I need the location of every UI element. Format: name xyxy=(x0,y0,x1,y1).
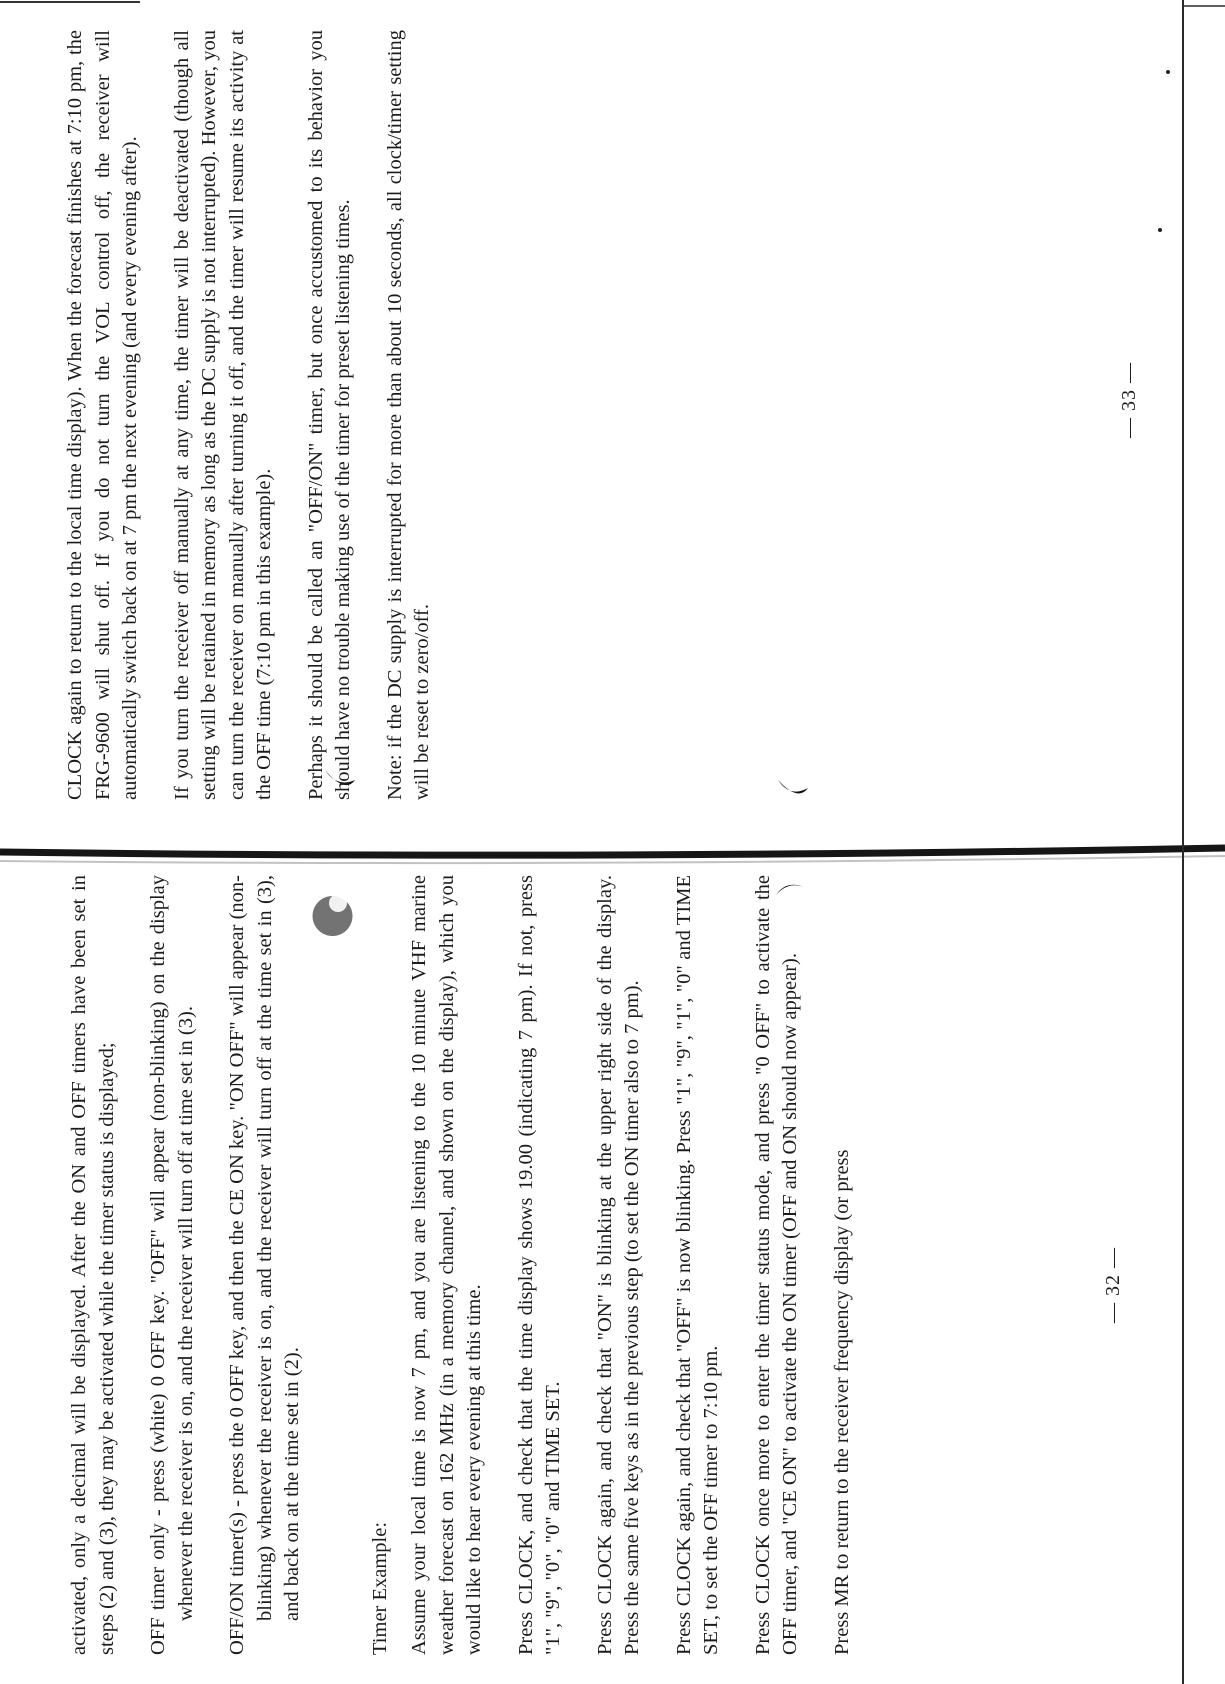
right-page-paragraph-4: Note: if the DC supply is interrupted for more than about 10 seconds, all clock/timer setting will be reset to zero/off. xyxy=(383,30,433,800)
left-page-paragraph-9: Press CLOCK once more to enter the timer status mode, and press "0 OFF" to activate the OFF timer, and "CE ON" to activate the ON timer (OFF and ON should now appear). xyxy=(751,875,801,1655)
right-page-paragraph-3: Perhaps it should be called an "OFF/ON" timer, but once accustomed to its behavior you should have no trouble making use of the timer for preset listening times. xyxy=(304,30,354,800)
page-gutter-line xyxy=(0,848,1225,855)
left-page-number: — 32 — xyxy=(1102,1247,1124,1323)
left-page-paragraph-1: activated, only a decimal will be displayed. After the ON and OFF timers have been set in steps (2) and (3), they may be activated while the timer status is displayed; xyxy=(68,875,118,1655)
right-page-number: — 33 — xyxy=(1118,362,1140,438)
left-page-paragraph-3: OFF/ON timer(s) - press the 0 OFF key, and then the CE ON key. "ON OFF" will appear (non-blinking) whenever the receiver is on, and the receiver will turn off at the time set in (3), and back on at the time set in (2). xyxy=(226,875,303,1655)
punch-hole-right-page-2 xyxy=(778,780,808,793)
left-page-paragraph-5: Assume your local time is now 7 pm, and you are listening to the 10 minute VHF marine weather forecast on 162 MHz (in a memory channel, and shown on the display), which you would like to hear every evening at this time. xyxy=(408,875,485,1655)
left-page-paragraph-7: Press CLOCK again, and check that "ON" is blinking at the upper right side of the display. Press the same five keys as in the previous step (to set the ON timer also to 7 pm). xyxy=(593,875,643,1655)
left-page-paragraph-6: Press CLOCK, and check that the time display shows 19.00 (indicating 7 pm). If not, press "1", "9", "0", "0" and TIME SET. xyxy=(514,875,564,1655)
left-page-paragraph-10: Press MR to return to the receiver frequency display (or press xyxy=(830,1149,853,1655)
timer-example-heading: Timer Example: xyxy=(368,1521,391,1655)
right-page xyxy=(62,30,461,800)
left-page-paragraph-2: OFF timer only - press (white) 0 OFF key. "OFF" will appear (non-blinking) on the display whenever the receiver is on, and the receiver will turn off at time set in (3). xyxy=(147,875,197,1655)
left-page xyxy=(66,875,880,1655)
right-page-paragraph-1: CLOCK again to return to the local time display). When the forecast finishes at 7:10 pm, the FRG-9600 will shut off. If you do not turn the VOL control off, the receiver will automatically switch back on at 7 pm the next evening (and every evening after). xyxy=(64,30,141,800)
left-page-paragraph-8: Press CLOCK again, and check that "OFF" is now blinking. Press "1", "9", "1", "0" and TIME SET, to set the OFF timer to 7:10 pm. xyxy=(672,875,722,1655)
right-page-paragraph-2: If you turn the receiver off manually at any time, the timer will be deactivated (though all setting will be retained in memory as long as the DC supply is not interrupted). However, you can turn the receiver on manually after turning it off, and the timer will resume its activity at the OFF time (7:10 pm in this example). xyxy=(170,30,275,800)
